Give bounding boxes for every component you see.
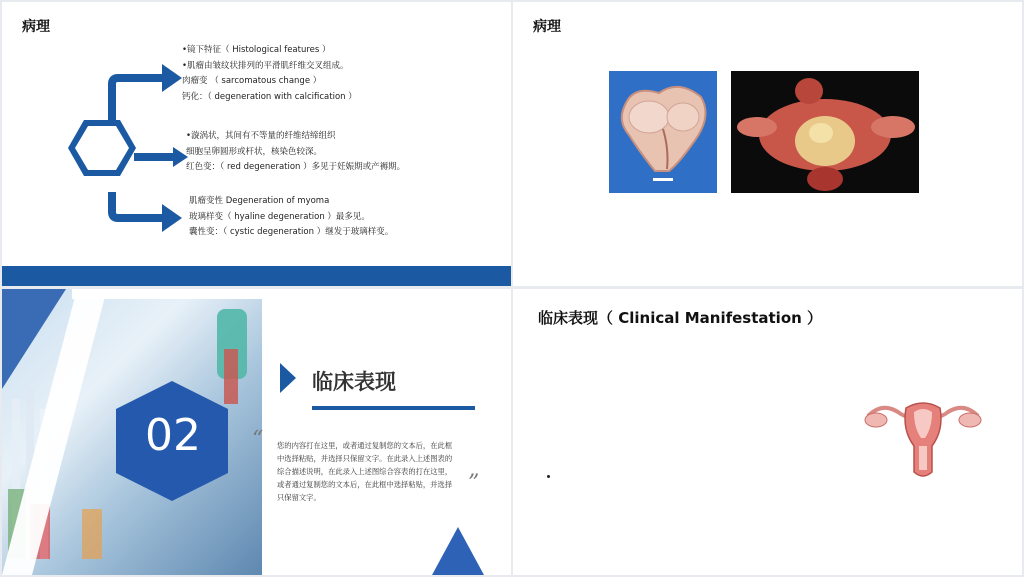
specimen-illustration [731,71,919,193]
bottom-triangle [432,527,484,575]
text-group-3 [189,194,393,241]
specimen-illustration [609,71,717,193]
specimen-photo-cross-section [609,71,717,193]
text-group-2 [186,129,405,176]
slide-pathology-images[interactable] [513,2,1022,286]
branch-arrow-top [112,78,166,122]
slide-section-divider[interactable] [2,289,511,575]
close-quote-mark: ” [468,471,480,496]
slide-title: 病理 [22,19,50,35]
text-line: 囊性变：（ cystic degeneration ）继发于玻璃样变。 [189,227,394,237]
text-line: •漩涡状，其间有不等量的纤维结缔组织 [186,131,336,141]
slide-title: 病理 [533,19,561,35]
specimen-photo-uterus [731,71,919,193]
slide-clinical-manifestation[interactable] [513,289,1022,575]
footer-bar [2,266,511,286]
arrowhead-bottom [162,204,182,232]
text-line: 钙化：（ degeneration with calcification ） [182,91,357,102]
text-line: 肌瘤变性 Degeneration of myoma [189,196,330,206]
text-line: 肉瘤变 （ sarcomatous change ） [182,76,322,86]
section-body-text: 您的内容打在这里，或者通过复制您的文本后，在此框 中选择粘贴，并选择只保留文字。在此录入上述图表的 综合描述说明，在此录入上述图综合容表的打在这里， 或者通过复制您的文本后，在此框中选择粘贴，并选择 只保留文字。 [277,441,453,502]
slide-pathology-histology[interactable] [2,2,511,286]
uterus-anatomy-illustration [858,394,988,484]
title-underline [312,406,475,410]
text-line: •肌瘤由皱纹状排列的平滑肌纤维交叉组成。 [182,60,349,71]
text-group-1 [182,43,357,105]
section-number: 02 [145,410,201,461]
section-title: 临床表现 [312,370,396,394]
text-line: 细胞呈卵圆形或杆状，核染色较深。 [186,146,323,157]
branch-arrow-bottom [112,192,166,218]
text-line: •镜下特征（ Histological features ） [182,45,331,55]
title-bullet-arrow [280,363,296,393]
text-line: 玻璃样变（ hyaline degeneration ）最多见。 [189,211,370,222]
slide-title: 临床表现（ Clinical Manifestation ） [538,309,823,327]
bullet-dot [547,475,550,478]
arrowhead-top [162,64,182,92]
open-quote-mark: “ [252,427,264,452]
text-line: 红色变：（ red degeneration ）多见于妊娠期或产褥期。 [186,162,406,172]
